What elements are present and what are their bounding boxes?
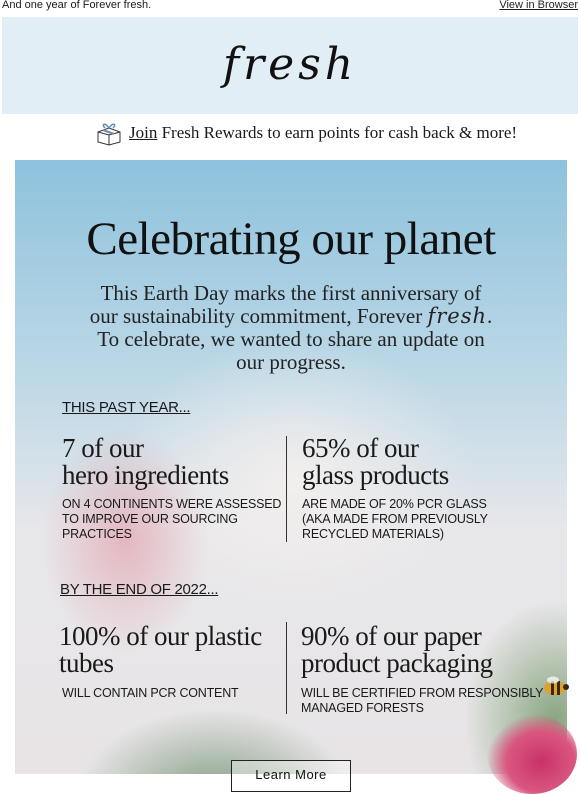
- subtitle-line: our progress.: [236, 350, 346, 374]
- column-divider: [286, 436, 287, 542]
- stat-plastic-description: WILL CONTAIN PCR CONTENT: [62, 686, 239, 700]
- stat-glass-description: ARE MADE OF 20% PCR GLASS (AKA MADE FROM PREVIOUSLY RECYCLED MATERIALS): [302, 497, 488, 541]
- learn-more-button[interactable]: Learn More: [231, 760, 351, 792]
- flower-image: [487, 714, 577, 794]
- rewards-bar[interactable]: [0, 118, 580, 148]
- logo-header: [2, 17, 578, 114]
- fresh-logo[interactable]: fresh: [222, 39, 358, 90]
- brand-name: fresh: [427, 304, 487, 328]
- gift-icon: [95, 120, 123, 146]
- column-divider: [286, 622, 287, 714]
- section-label-end-of-2022: BY THE END OF 2022...: [60, 581, 219, 598]
- section-label-past-year: THIS PAST YEAR...: [62, 399, 191, 416]
- subtitle-line: To celebrate, we wanted to share an update on: [97, 327, 485, 351]
- rewards-text: [129, 123, 517, 143]
- view-in-browser-link[interactable]: View in Browser: [499, 0, 578, 11]
- rewards-message: Fresh Rewards to earn points for cash back & more!: [157, 123, 518, 142]
- stat-glass-title: 65% of our glass products: [302, 433, 449, 490]
- subtitle-line: This Earth Day marks the first anniversary of: [100, 281, 482, 305]
- stat-ingredients-description: ON 4 CONTINENTS WERE ASSESSED TO IMPROVE OUR SOURCING PRACTICES: [62, 497, 282, 541]
- stat-plastic-title: 100% of our plastic tubes: [59, 621, 262, 678]
- preheader-text: And one year of Forever fresh.: [2, 0, 152, 11]
- subtitle-line: our sustainability commitment, Forever fresh.: [89, 304, 493, 328]
- stat-paper-description: WILL BE CERTIFIED FROM RESPONSIBLY MANAGED FORESTS: [301, 686, 544, 715]
- hero-title: Celebrating our planet: [86, 213, 496, 265]
- join-link[interactable]: Join: [129, 123, 158, 142]
- stat-paper-title: 90% of our paper product packaging: [301, 621, 493, 678]
- preheader: [0, 0, 580, 14]
- hero-subtitle: [75, 282, 507, 374]
- hero-banner[interactable]: [15, 160, 567, 782]
- stat-ingredients-title: 7 of our hero ingredients: [62, 433, 229, 490]
